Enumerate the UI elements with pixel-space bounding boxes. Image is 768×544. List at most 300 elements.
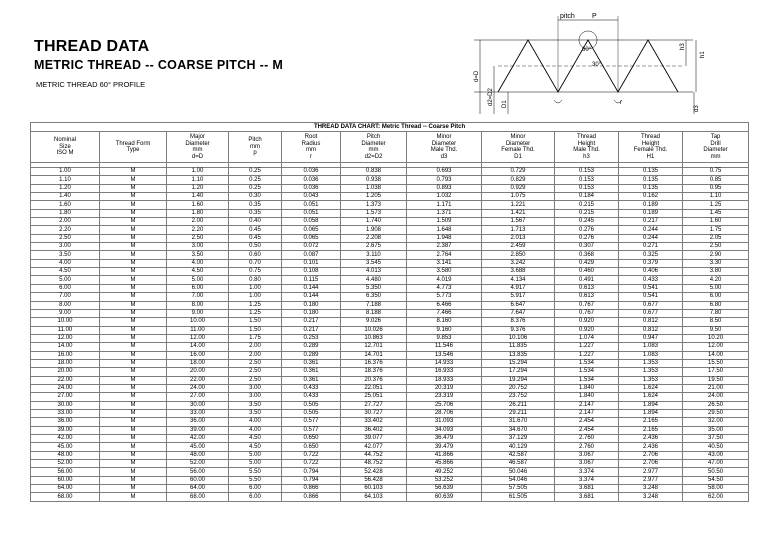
table-cell: M	[100, 384, 167, 392]
table-cell: 60.639	[407, 493, 482, 501]
page-title: THREAD DATA	[34, 38, 150, 55]
table-cell: 2.50	[229, 359, 282, 367]
d1-label: D1	[502, 100, 508, 108]
table-cell: 0.677	[619, 309, 683, 317]
table-row	[31, 268, 749, 276]
table-cell: 6.00	[31, 284, 100, 292]
table-cell: 0.276	[555, 234, 619, 242]
table-cell: 1.45	[683, 209, 749, 217]
table-cell: 3.545	[341, 259, 407, 267]
column-header	[482, 132, 555, 163]
table-cell: 0.244	[619, 234, 683, 242]
table-cell: 0.838	[341, 168, 407, 176]
table-cell: 5.00	[229, 460, 282, 468]
column-header-line: Thread	[640, 134, 660, 140]
table-row	[31, 209, 749, 217]
table-cell: 13.546	[407, 351, 482, 359]
table-cell: 39.00	[31, 426, 100, 434]
table-cell: 14.00	[31, 343, 100, 351]
table-cell: 0.429	[555, 259, 619, 267]
table-cell: 2.977	[619, 468, 683, 476]
table-cell: 8.50	[683, 318, 749, 326]
table-cell: 9.376	[482, 326, 555, 334]
table-cell: 0.135	[619, 184, 683, 192]
table-cell: 0.036	[282, 168, 341, 176]
table-cell: 2.760	[555, 443, 619, 451]
table-cell: 0.115	[282, 276, 341, 284]
table-cell: 0.541	[619, 284, 683, 292]
table-cell: 5.350	[341, 284, 407, 292]
table-cell: 17.294	[482, 368, 555, 376]
table-cell: 1.371	[407, 209, 482, 217]
table-cell: 1.038	[341, 184, 407, 192]
table-cell: 5.917	[482, 293, 555, 301]
table-cell: 0.361	[282, 368, 341, 376]
table-cell: 3.374	[555, 476, 619, 484]
table-cell: 1.10	[167, 176, 229, 184]
table-cell: 0.613	[555, 293, 619, 301]
table-cell: 0.051	[282, 201, 341, 209]
h1-label: h1	[700, 51, 706, 58]
table-cell: 0.947	[619, 334, 683, 342]
table-cell: 0.829	[482, 176, 555, 184]
table-cell: 64.103	[341, 493, 407, 501]
table-cell: 48.00	[31, 451, 100, 459]
table-cell: 3.50	[229, 401, 282, 409]
table-cell: 4.00	[31, 259, 100, 267]
column-header-line: Thread	[576, 134, 596, 140]
table-cell: 0.058	[282, 218, 341, 226]
table-cell: 26.50	[683, 401, 749, 409]
table-cell: 1.534	[555, 376, 619, 384]
table-cell: 29.211	[482, 409, 555, 417]
table-cell: 5.773	[407, 293, 482, 301]
column-header	[407, 132, 482, 163]
table-row	[31, 309, 749, 317]
table-cell: 0.051	[282, 209, 341, 217]
table-cell: M	[100, 309, 167, 317]
table-cell: M	[100, 343, 167, 351]
table-cell: 17.50	[683, 368, 749, 376]
table-cell: 41.866	[407, 451, 482, 459]
table-cell: 0.253	[282, 334, 341, 342]
table-cell: 20.319	[407, 384, 482, 392]
table-cell: 0.491	[555, 276, 619, 284]
table-cell: 11.546	[407, 343, 482, 351]
table-cell: 7.466	[407, 309, 482, 317]
table-cell: M	[100, 476, 167, 484]
column-header-line: Female Thd.	[501, 147, 535, 153]
column-header-line: Male Thd.	[430, 147, 458, 153]
table-cell: M	[100, 184, 167, 192]
table-cell: 31.093	[407, 418, 482, 426]
table-cell: 0.722	[282, 451, 341, 459]
table-cell: 0.767	[555, 309, 619, 317]
table-cell: 11.835	[482, 343, 555, 351]
column-header-line: Tap	[710, 134, 721, 140]
table-cell: 2.454	[555, 426, 619, 434]
table-cell: 29.50	[683, 409, 749, 417]
table-cell: 0.541	[619, 293, 683, 301]
table-cell: 10.863	[341, 334, 407, 342]
table-cell: 10.00	[31, 318, 100, 326]
table-cell: 8.160	[407, 318, 482, 326]
table-cell: 3.00	[31, 243, 100, 251]
table-cell: 0.70	[229, 259, 282, 267]
table-cell: 0.153	[555, 176, 619, 184]
table-cell: 1.948	[407, 234, 482, 242]
d3-label: d3	[694, 105, 700, 112]
table-cell: 1.00	[229, 293, 282, 301]
table-cell: 64.00	[167, 485, 229, 493]
table-cell: 12.701	[341, 343, 407, 351]
table-cell: 1.908	[341, 226, 407, 234]
table-cell: 27.00	[31, 393, 100, 401]
table-cell: 60.00	[167, 476, 229, 484]
thread-data-table	[30, 122, 749, 502]
table-cell: 3.141	[407, 259, 482, 267]
column-header-line: H1	[646, 153, 655, 160]
table-cell: 42.587	[482, 451, 555, 459]
table-cell: 0.215	[555, 209, 619, 217]
table-cell: 21.00	[683, 384, 749, 392]
table-cell: 11.00	[31, 326, 100, 334]
table-cell: 0.35	[229, 209, 282, 217]
table-cell: 3.248	[619, 493, 683, 501]
table-cell: 4.20	[683, 276, 749, 284]
table-cell: 1.75	[683, 226, 749, 234]
table-row	[31, 318, 749, 326]
table-cell: 14.701	[341, 351, 407, 359]
table-cell: 0.135	[619, 168, 683, 176]
table-row	[31, 243, 749, 251]
table-cell: 0.650	[282, 435, 341, 443]
pitch-label: pitch	[560, 13, 575, 20]
table-cell: 0.087	[282, 251, 341, 259]
table-cell: 2.760	[555, 435, 619, 443]
column-header-line: mm	[306, 147, 316, 153]
table-cell: 22.00	[167, 376, 229, 384]
table-cell: 0.379	[619, 259, 683, 267]
table-cell: 45.00	[167, 443, 229, 451]
table-cell: 15.294	[482, 359, 555, 367]
table-cell: 36.00	[167, 418, 229, 426]
table-row	[31, 485, 749, 493]
table-cell: M	[100, 168, 167, 176]
table-cell: 2.00	[167, 218, 229, 226]
column-header-line: Height	[577, 140, 596, 147]
table-cell: 2.50	[229, 376, 282, 384]
table-cell: 0.289	[282, 343, 341, 351]
table-cell: 2.436	[619, 443, 683, 451]
column-header-line: Minor	[436, 134, 452, 140]
table-cell: 1.10	[683, 193, 749, 201]
table-cell: 2.675	[341, 243, 407, 251]
column-header	[229, 132, 282, 163]
table-cell: 1.840	[555, 393, 619, 401]
table-cell: 3.681	[555, 493, 619, 501]
table-cell: 1.534	[555, 368, 619, 376]
table-row	[31, 393, 749, 401]
table-cell: 1.80	[167, 209, 229, 217]
table-cell: 2.459	[482, 243, 555, 251]
table-cell: 1.40	[31, 193, 100, 201]
table-cell: 0.162	[619, 193, 683, 201]
column-header-line: Female Thd.	[633, 147, 668, 153]
table-cell: 0.793	[407, 176, 482, 184]
table-cell: M	[100, 209, 167, 217]
table-cell: 1.648	[407, 226, 482, 234]
table-cell: 0.361	[282, 376, 341, 384]
table-cell: 6.00	[229, 493, 282, 501]
table-row	[31, 168, 749, 176]
d-label: d=D	[474, 70, 480, 82]
table-cell: 60.00	[31, 476, 100, 484]
table-cell: 7.80	[683, 309, 749, 317]
table-cell: 0.433	[282, 384, 341, 392]
table-cell: M	[100, 326, 167, 334]
table-cell: 22.00	[31, 376, 100, 384]
column-header	[555, 132, 619, 163]
table-row	[31, 460, 749, 468]
table-cell: 39.00	[167, 426, 229, 434]
table-cell: 3.110	[341, 251, 407, 259]
table-cell: 8.00	[167, 301, 229, 309]
table-cell: 20.00	[31, 368, 100, 376]
column-header	[683, 132, 749, 163]
table-cell: 0.794	[282, 476, 341, 484]
page-subtitle: METRIC THREAD -- COARSE PITCH -- M	[34, 58, 284, 72]
table-cell: M	[100, 218, 167, 226]
table-cell: 0.613	[555, 284, 619, 292]
table-cell: 1.80	[31, 209, 100, 217]
table-cell: 1.60	[167, 201, 229, 209]
table-cell: 1.205	[341, 193, 407, 201]
table-cell: 53.252	[407, 476, 482, 484]
table-cell: 3.50	[167, 251, 229, 259]
table-cell: 0.920	[555, 326, 619, 334]
table-cell: 0.75	[229, 268, 282, 276]
table-cell: M	[100, 435, 167, 443]
table-cell: 56.00	[167, 468, 229, 476]
table-cell: 52.00	[167, 460, 229, 468]
table-cell: 24.00	[31, 384, 100, 392]
table-cell: 2.764	[407, 251, 482, 259]
table-cell: 0.25	[229, 168, 282, 176]
column-header-line: Diameter	[431, 140, 457, 147]
table-cell: 4.480	[341, 276, 407, 284]
table-cell: 0.929	[482, 184, 555, 192]
column-header-line: p	[253, 150, 257, 157]
table-cell: 0.368	[555, 251, 619, 259]
table-cell: M	[100, 351, 167, 359]
table-cell: 2.90	[683, 251, 749, 259]
table-cell: 0.812	[619, 326, 683, 334]
table-cell: 42.00	[167, 435, 229, 443]
table-cell: 18.933	[407, 376, 482, 384]
table-cell: 0.217	[282, 326, 341, 334]
table-cell: 0.722	[282, 460, 341, 468]
table-cell: 48.00	[167, 451, 229, 459]
table-cell: M	[100, 393, 167, 401]
table-cell: 4.134	[482, 276, 555, 284]
table-cell: 0.30	[229, 193, 282, 201]
table-row	[31, 301, 749, 309]
table-cell: 54.50	[683, 476, 749, 484]
table-cell: 1.75	[229, 334, 282, 342]
table-cell: 2.454	[555, 418, 619, 426]
table-cell: M	[100, 443, 167, 451]
table-cell: 16.00	[167, 351, 229, 359]
table-cell: 1.624	[619, 393, 683, 401]
column-header-line: mm	[710, 153, 721, 160]
table-cell: 50.50	[683, 468, 749, 476]
table-cell: 11.00	[167, 326, 229, 334]
table-row	[31, 359, 749, 367]
table-cell: M	[100, 176, 167, 184]
table-cell: M	[100, 301, 167, 309]
table-row	[31, 426, 749, 434]
table-cell: 42.00	[31, 435, 100, 443]
table-cell: 40.129	[482, 443, 555, 451]
table-cell: 52.428	[341, 468, 407, 476]
table-cell: 16.933	[407, 368, 482, 376]
table-cell: 14.00	[167, 343, 229, 351]
table-cell: 33.00	[31, 409, 100, 417]
table-cell: 0.893	[407, 184, 482, 192]
table-row	[31, 334, 749, 342]
table-cell: 68.00	[167, 493, 229, 501]
table-cell: M	[100, 418, 167, 426]
column-header-line: D1	[514, 153, 522, 160]
table-cell: 1.353	[619, 376, 683, 384]
table-cell: 1.25	[229, 309, 282, 317]
column-header-line: Diameter	[505, 140, 531, 147]
column-header-line: Root	[304, 134, 318, 140]
table-cell: 1.083	[619, 351, 683, 359]
column-header-line: Thread Form	[115, 140, 151, 147]
column-header-line: d2=D2	[364, 153, 383, 160]
table-cell: 0.108	[282, 268, 341, 276]
table-cell: 2.165	[619, 418, 683, 426]
column-header-line: Major	[189, 134, 205, 140]
table-cell: 3.00	[167, 243, 229, 251]
table-cell: 2.706	[619, 460, 683, 468]
column-header	[282, 132, 341, 163]
table-cell: 1.227	[555, 351, 619, 359]
table-cell: 25.706	[407, 401, 482, 409]
table-cell: 5.50	[229, 476, 282, 484]
table-cell: 8.00	[31, 301, 100, 309]
table-cell: 24.00	[167, 384, 229, 392]
table-cell: 0.101	[282, 259, 341, 267]
table-cell: 8.188	[341, 309, 407, 317]
table-cell: 6.647	[482, 301, 555, 309]
table-cell: 0.189	[619, 201, 683, 209]
table-cell: M	[100, 460, 167, 468]
table-row	[31, 226, 749, 234]
table-cell: 1.353	[619, 359, 683, 367]
table-cell: 0.50	[229, 243, 282, 251]
table-cell: 4.019	[407, 276, 482, 284]
table-cell: 57.505	[482, 485, 555, 493]
table-cell: 1.032	[407, 193, 482, 201]
table-cell: 5.00	[31, 276, 100, 284]
table-cell: 1.20	[167, 184, 229, 192]
column-header-line: Male Thd.	[573, 147, 600, 153]
table-cell: 23.752	[482, 393, 555, 401]
h3-label: h3	[680, 43, 686, 50]
table-cell: 37.50	[683, 435, 749, 443]
table-cell: 20.00	[167, 368, 229, 376]
table-cell: 0.650	[282, 443, 341, 451]
table-row	[31, 201, 749, 209]
table-cell: 20.752	[482, 384, 555, 392]
column-header-line: Size	[59, 143, 71, 150]
table-cell: 0.505	[282, 409, 341, 417]
table-cell: 9.00	[31, 309, 100, 317]
table-cell: 36.402	[341, 426, 407, 434]
table-cell: 1.25	[683, 201, 749, 209]
table-cell: 1.083	[619, 343, 683, 351]
table-cell: 9.160	[407, 326, 482, 334]
table-cell: 0.35	[229, 201, 282, 209]
table-cell: 0.577	[282, 426, 341, 434]
table-row	[31, 326, 749, 334]
table-cell: 1.221	[482, 201, 555, 209]
table-cell: 2.50	[31, 234, 100, 242]
table-cell: 2.50	[683, 243, 749, 251]
table-cell: 0.180	[282, 301, 341, 309]
table-cell: 1.894	[619, 409, 683, 417]
table-cell: 33.402	[341, 418, 407, 426]
table-cell: 0.767	[555, 301, 619, 309]
table-cell: 2.208	[341, 234, 407, 242]
table-cell: 1.740	[341, 218, 407, 226]
table-cell: 1.713	[482, 226, 555, 234]
table-cell: 2.436	[619, 435, 683, 443]
table-cell: 0.144	[282, 284, 341, 292]
table-cell: 0.95	[683, 184, 749, 192]
table-cell: 2.977	[619, 476, 683, 484]
table-cell: 5.50	[229, 468, 282, 476]
angle-label: 60°	[582, 47, 592, 53]
table-cell: 2.05	[683, 234, 749, 242]
thread-profile-diagram	[458, 6, 750, 118]
table-cell: 16.376	[341, 359, 407, 367]
table-cell: 14.933	[407, 359, 482, 367]
table-cell: M	[100, 193, 167, 201]
table-cell: 39.479	[407, 443, 482, 451]
table-cell: 4.50	[229, 435, 282, 443]
table-cell: 12.00	[683, 343, 749, 351]
table-cell: 3.80	[683, 268, 749, 276]
table-cell: 1.373	[341, 201, 407, 209]
table-cell: 34.670	[482, 426, 555, 434]
column-header-line: Nominal	[53, 137, 76, 144]
table-cell: 4.50	[167, 268, 229, 276]
column-header-line: d3	[440, 153, 448, 160]
table-row	[31, 293, 749, 301]
table-cell: M	[100, 243, 167, 251]
column-header-line: r	[310, 153, 312, 160]
table-cell: 34.093	[407, 426, 482, 434]
table-cell: 2.706	[619, 451, 683, 459]
table-cell: 3.50	[229, 409, 282, 417]
table-cell: M	[100, 409, 167, 417]
table-cell: 0.505	[282, 401, 341, 409]
table-cell: 9.853	[407, 334, 482, 342]
